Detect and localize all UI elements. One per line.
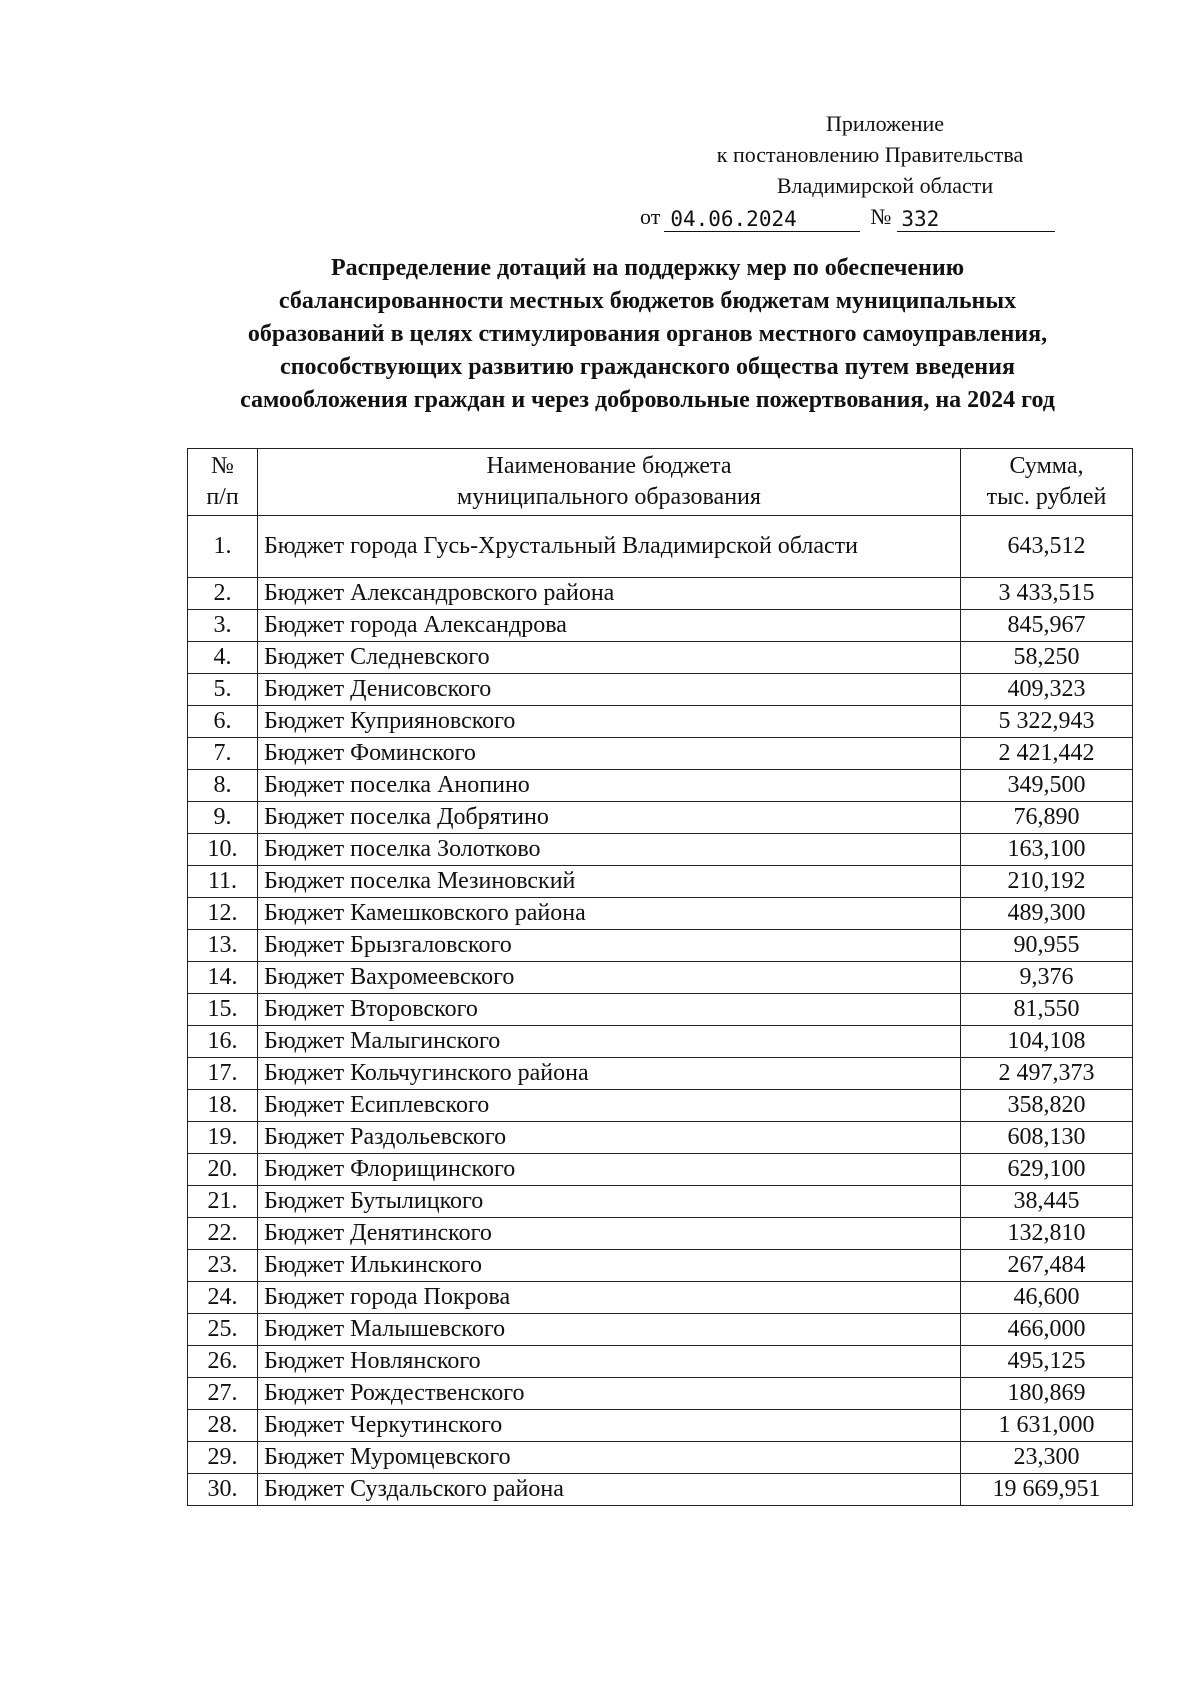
row-budget-name: Бюджет Рождественского — [258, 1378, 961, 1410]
header-name-line-2: муниципального образования — [457, 484, 761, 510]
header-number — [188, 449, 258, 516]
row-budget-name: Бюджет города Александрова — [258, 610, 961, 642]
table-row — [188, 1026, 1133, 1058]
annex-line-3: Владимирской области — [776, 173, 994, 198]
row-budget-name: Бюджет Илькинского — [258, 1250, 961, 1282]
table-row — [188, 1122, 1133, 1154]
annex-line-2: к постановлению Правительства — [716, 142, 1024, 167]
table-row — [188, 930, 1133, 962]
row-budget-name: Бюджет Следневского — [258, 642, 961, 674]
table-row — [188, 1442, 1133, 1474]
row-budget-name: Бюджет поселка Анопино — [258, 770, 961, 802]
row-budget-name: Бюджет Александровского района — [258, 578, 961, 610]
row-sum: 466,000 — [961, 1314, 1133, 1346]
row-budget-name: Бюджет Малыгинского — [258, 1026, 961, 1058]
header-name — [258, 449, 961, 516]
row-sum: 90,955 — [961, 930, 1133, 962]
row-number: 17. — [188, 1058, 258, 1090]
row-number: 23. — [188, 1250, 258, 1282]
row-number: 21. — [188, 1186, 258, 1218]
row-number: 15. — [188, 994, 258, 1026]
row-number: 7. — [188, 738, 258, 770]
header-sum-line-1: Сумма, — [1009, 453, 1084, 479]
row-budget-name: Бюджет Флорищинского — [258, 1154, 961, 1186]
row-number: 16. — [188, 1026, 258, 1058]
row-number: 22. — [188, 1218, 258, 1250]
row-number: 18. — [188, 1090, 258, 1122]
row-sum: 38,445 — [961, 1186, 1133, 1218]
table-row — [188, 834, 1133, 866]
row-sum: 629,100 — [961, 1154, 1133, 1186]
table-row — [188, 1218, 1133, 1250]
row-number: 28. — [188, 1410, 258, 1442]
row-budget-name: Бюджет Денисовского — [258, 674, 961, 706]
row-budget-name: Бюджет Денятинского — [258, 1218, 961, 1250]
row-number: 8. — [188, 770, 258, 802]
title-line-3: образований в целях стимулирования органов местного самоуправления, — [247, 321, 1048, 347]
table-row — [188, 706, 1133, 738]
row-number: 3. — [188, 610, 258, 642]
row-number: 13. — [188, 930, 258, 962]
row-budget-name: Бюджет поселка Золотково — [258, 834, 961, 866]
table-row — [188, 770, 1133, 802]
title-line-5: самообложения граждан и через добровольные пожертвования, на 2024 год — [240, 387, 1055, 413]
document-title — [160, 252, 1135, 417]
table-row — [188, 962, 1133, 994]
table-row — [188, 1154, 1133, 1186]
row-budget-name: Бюджет Новлянского — [258, 1346, 961, 1378]
row-number: 27. — [188, 1378, 258, 1410]
table-row — [188, 1314, 1133, 1346]
table-row — [188, 1090, 1133, 1122]
row-number: 9. — [188, 802, 258, 834]
table-row — [188, 898, 1133, 930]
row-sum: 76,890 — [961, 802, 1133, 834]
row-number: 25. — [188, 1314, 258, 1346]
row-number: 11. — [188, 866, 258, 898]
table-header-row — [188, 449, 1133, 516]
row-sum: 2 497,373 — [961, 1058, 1133, 1090]
table-body — [188, 516, 1133, 1506]
row-number: 2. — [188, 578, 258, 610]
row-budget-name: Бюджет Малышевского — [258, 1314, 961, 1346]
table-row — [188, 1250, 1133, 1282]
header-number-line-2: п/п — [206, 484, 239, 510]
row-budget-name: Бюджет Черкутинского — [258, 1410, 961, 1442]
table-row — [188, 1282, 1133, 1314]
table-row — [188, 866, 1133, 898]
row-sum: 180,869 — [961, 1378, 1133, 1410]
header-number-line-1: № — [211, 453, 234, 479]
row-sum: 489,300 — [961, 898, 1133, 930]
row-sum: 132,810 — [961, 1218, 1133, 1250]
row-number: 24. — [188, 1282, 258, 1314]
row-sum: 210,192 — [961, 866, 1133, 898]
row-number: 26. — [188, 1346, 258, 1378]
row-sum: 2 421,442 — [961, 738, 1133, 770]
title-line-1: Распределение дотаций на поддержку мер по обеспечению — [330, 255, 965, 281]
annex-block — [640, 108, 1100, 232]
row-sum: 1 631,000 — [961, 1410, 1133, 1442]
table-row — [188, 1410, 1133, 1442]
resolution-number: 332 — [897, 207, 1055, 232]
number-label: № — [870, 204, 892, 229]
row-budget-name: Бюджет Второвского — [258, 994, 961, 1026]
table-row — [188, 802, 1133, 834]
row-sum: 267,484 — [961, 1250, 1133, 1282]
row-sum: 23,300 — [961, 1442, 1133, 1474]
row-number: 12. — [188, 898, 258, 930]
table-row — [188, 1346, 1133, 1378]
row-sum: 58,250 — [961, 642, 1133, 674]
table-row — [188, 1378, 1133, 1410]
row-sum: 5 322,943 — [961, 706, 1133, 738]
row-number: 29. — [188, 1442, 258, 1474]
row-sum: 349,500 — [961, 770, 1133, 802]
table-row — [188, 738, 1133, 770]
header-name-line-1: Наименование бюджета — [486, 453, 732, 479]
row-budget-name: Бюджет Кольчугинского района — [258, 1058, 961, 1090]
row-number: 14. — [188, 962, 258, 994]
row-sum: 163,100 — [961, 834, 1133, 866]
row-sum: 81,550 — [961, 994, 1133, 1026]
row-sum: 9,376 — [961, 962, 1133, 994]
table-row — [188, 516, 1133, 578]
date-label: от — [640, 204, 661, 229]
row-budget-name: Бюджет Вахромеевского — [258, 962, 961, 994]
row-sum: 409,323 — [961, 674, 1133, 706]
row-budget-name: Бюджет Раздольевского — [258, 1122, 961, 1154]
row-sum: 46,600 — [961, 1282, 1133, 1314]
row-budget-name: Бюджет Есиплевского — [258, 1090, 961, 1122]
table-row — [188, 610, 1133, 642]
resolution-reference — [640, 201, 1100, 232]
row-sum: 19 669,951 — [961, 1474, 1133, 1506]
row-budget-name: Бюджет Бутылицкого — [258, 1186, 961, 1218]
row-number: 20. — [188, 1154, 258, 1186]
title-line-2: сбалансированности местных бюджетов бюджетам муниципальных — [278, 288, 1017, 314]
table-row — [188, 1186, 1133, 1218]
row-number: 5. — [188, 674, 258, 706]
row-number: 19. — [188, 1122, 258, 1154]
table-row — [188, 674, 1133, 706]
row-sum: 845,967 — [961, 610, 1133, 642]
header-sum — [961, 449, 1133, 516]
annex-line-1: Приложение — [825, 111, 945, 136]
table-row — [188, 994, 1133, 1026]
row-budget-name: Бюджет города Гусь-Хрустальный Владимирской области — [258, 516, 961, 578]
row-number: 10. — [188, 834, 258, 866]
row-budget-name: Бюджет Камешковского района — [258, 898, 961, 930]
row-budget-name: Бюджет Куприяновского — [258, 706, 961, 738]
row-number: 6. — [188, 706, 258, 738]
table-row — [188, 1058, 1133, 1090]
budget-table — [187, 448, 1133, 1506]
row-sum: 643,512 — [961, 516, 1133, 578]
row-sum: 608,130 — [961, 1122, 1133, 1154]
row-budget-name: Бюджет Фоминского — [258, 738, 961, 770]
row-number: 4. — [188, 642, 258, 674]
table-row — [188, 578, 1133, 610]
table-row — [188, 1474, 1133, 1506]
table-row — [188, 642, 1133, 674]
row-number: 30. — [188, 1474, 258, 1506]
row-budget-name: Бюджет Муромцевского — [258, 1442, 961, 1474]
row-budget-name: Бюджет поселка Мезиновский — [258, 866, 961, 898]
row-sum: 3 433,515 — [961, 578, 1133, 610]
row-number: 1. — [188, 516, 258, 578]
row-budget-name: Бюджет поселка Добрятино — [258, 802, 961, 834]
row-budget-name: Бюджет Брызгаловского — [258, 930, 961, 962]
title-line-4: способствующих развитию гражданского общества путем введения — [280, 354, 1015, 380]
row-budget-name: Бюджет Суздальского района — [258, 1474, 961, 1506]
row-budget-name: Бюджет города Покрова — [258, 1282, 961, 1314]
row-sum: 104,108 — [961, 1026, 1133, 1058]
row-sum: 495,125 — [961, 1346, 1133, 1378]
resolution-date: 04.06.2024 — [664, 207, 860, 232]
header-sum-line-2: тыс. рублей — [986, 484, 1107, 510]
row-sum: 358,820 — [961, 1090, 1133, 1122]
